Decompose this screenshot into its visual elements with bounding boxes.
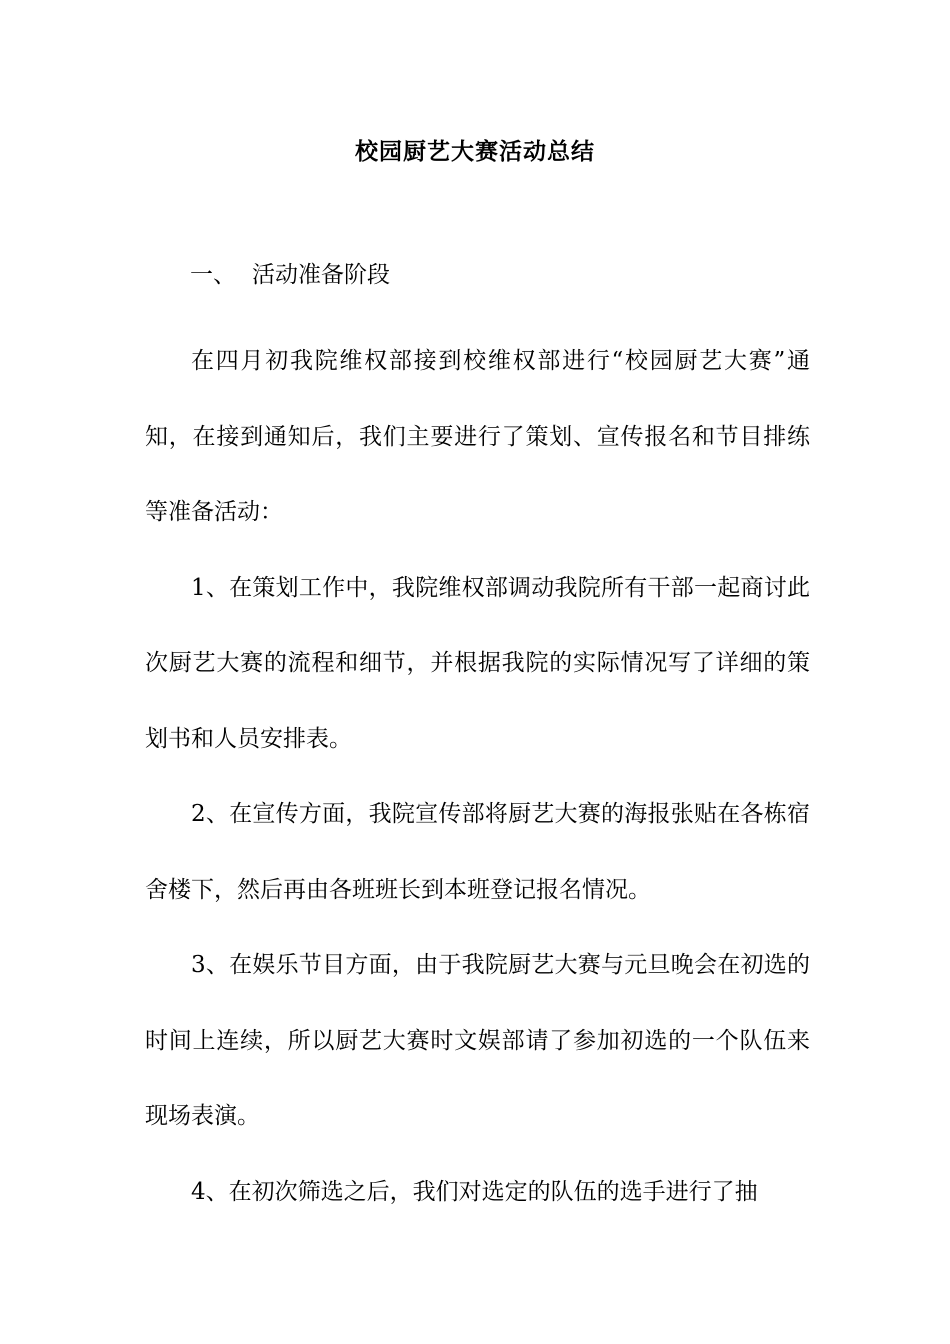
section-heading	[190, 258, 390, 292]
paragraph-item-3: 3、在娱乐节目方面，由于我院厨艺大赛与元旦晚会在初选的时间上连续，所以厨艺大赛时文娱部请了参加初选的一个队伍来现场表演。	[145, 952, 810, 1129]
body-text	[145, 324, 810, 1230]
section-heading-text: 活动准备阶段	[252, 262, 390, 288]
paragraph-intro: 在四月初我院维权部接到校维权部进行“校园厨艺大赛”通知，在接到通知后，我们主要进行了策划、宣传报名和节目排练等准备活动：	[145, 348, 810, 525]
document-title: 校园厨艺大赛活动总结	[355, 138, 595, 165]
paragraph-item-1: 1、在策划工作中，我院维权部调动我院所有干部一起商讨此次厨艺大赛的流程和细节，并根据我院的实际情况写了详细的策划书和人员安排表。	[145, 574, 810, 752]
paragraph-item-2: 2、在宣传方面，我院宣传部将厨艺大赛的海报张贴在各栋宿舍楼下，然后再由各班班长到本班登记报名情况。	[145, 801, 810, 903]
paragraph-item-4: 4、在初次筛选之后，我们对选定的队伍的选手进行了抽	[191, 1178, 758, 1205]
section-number: 一、	[190, 262, 236, 288]
